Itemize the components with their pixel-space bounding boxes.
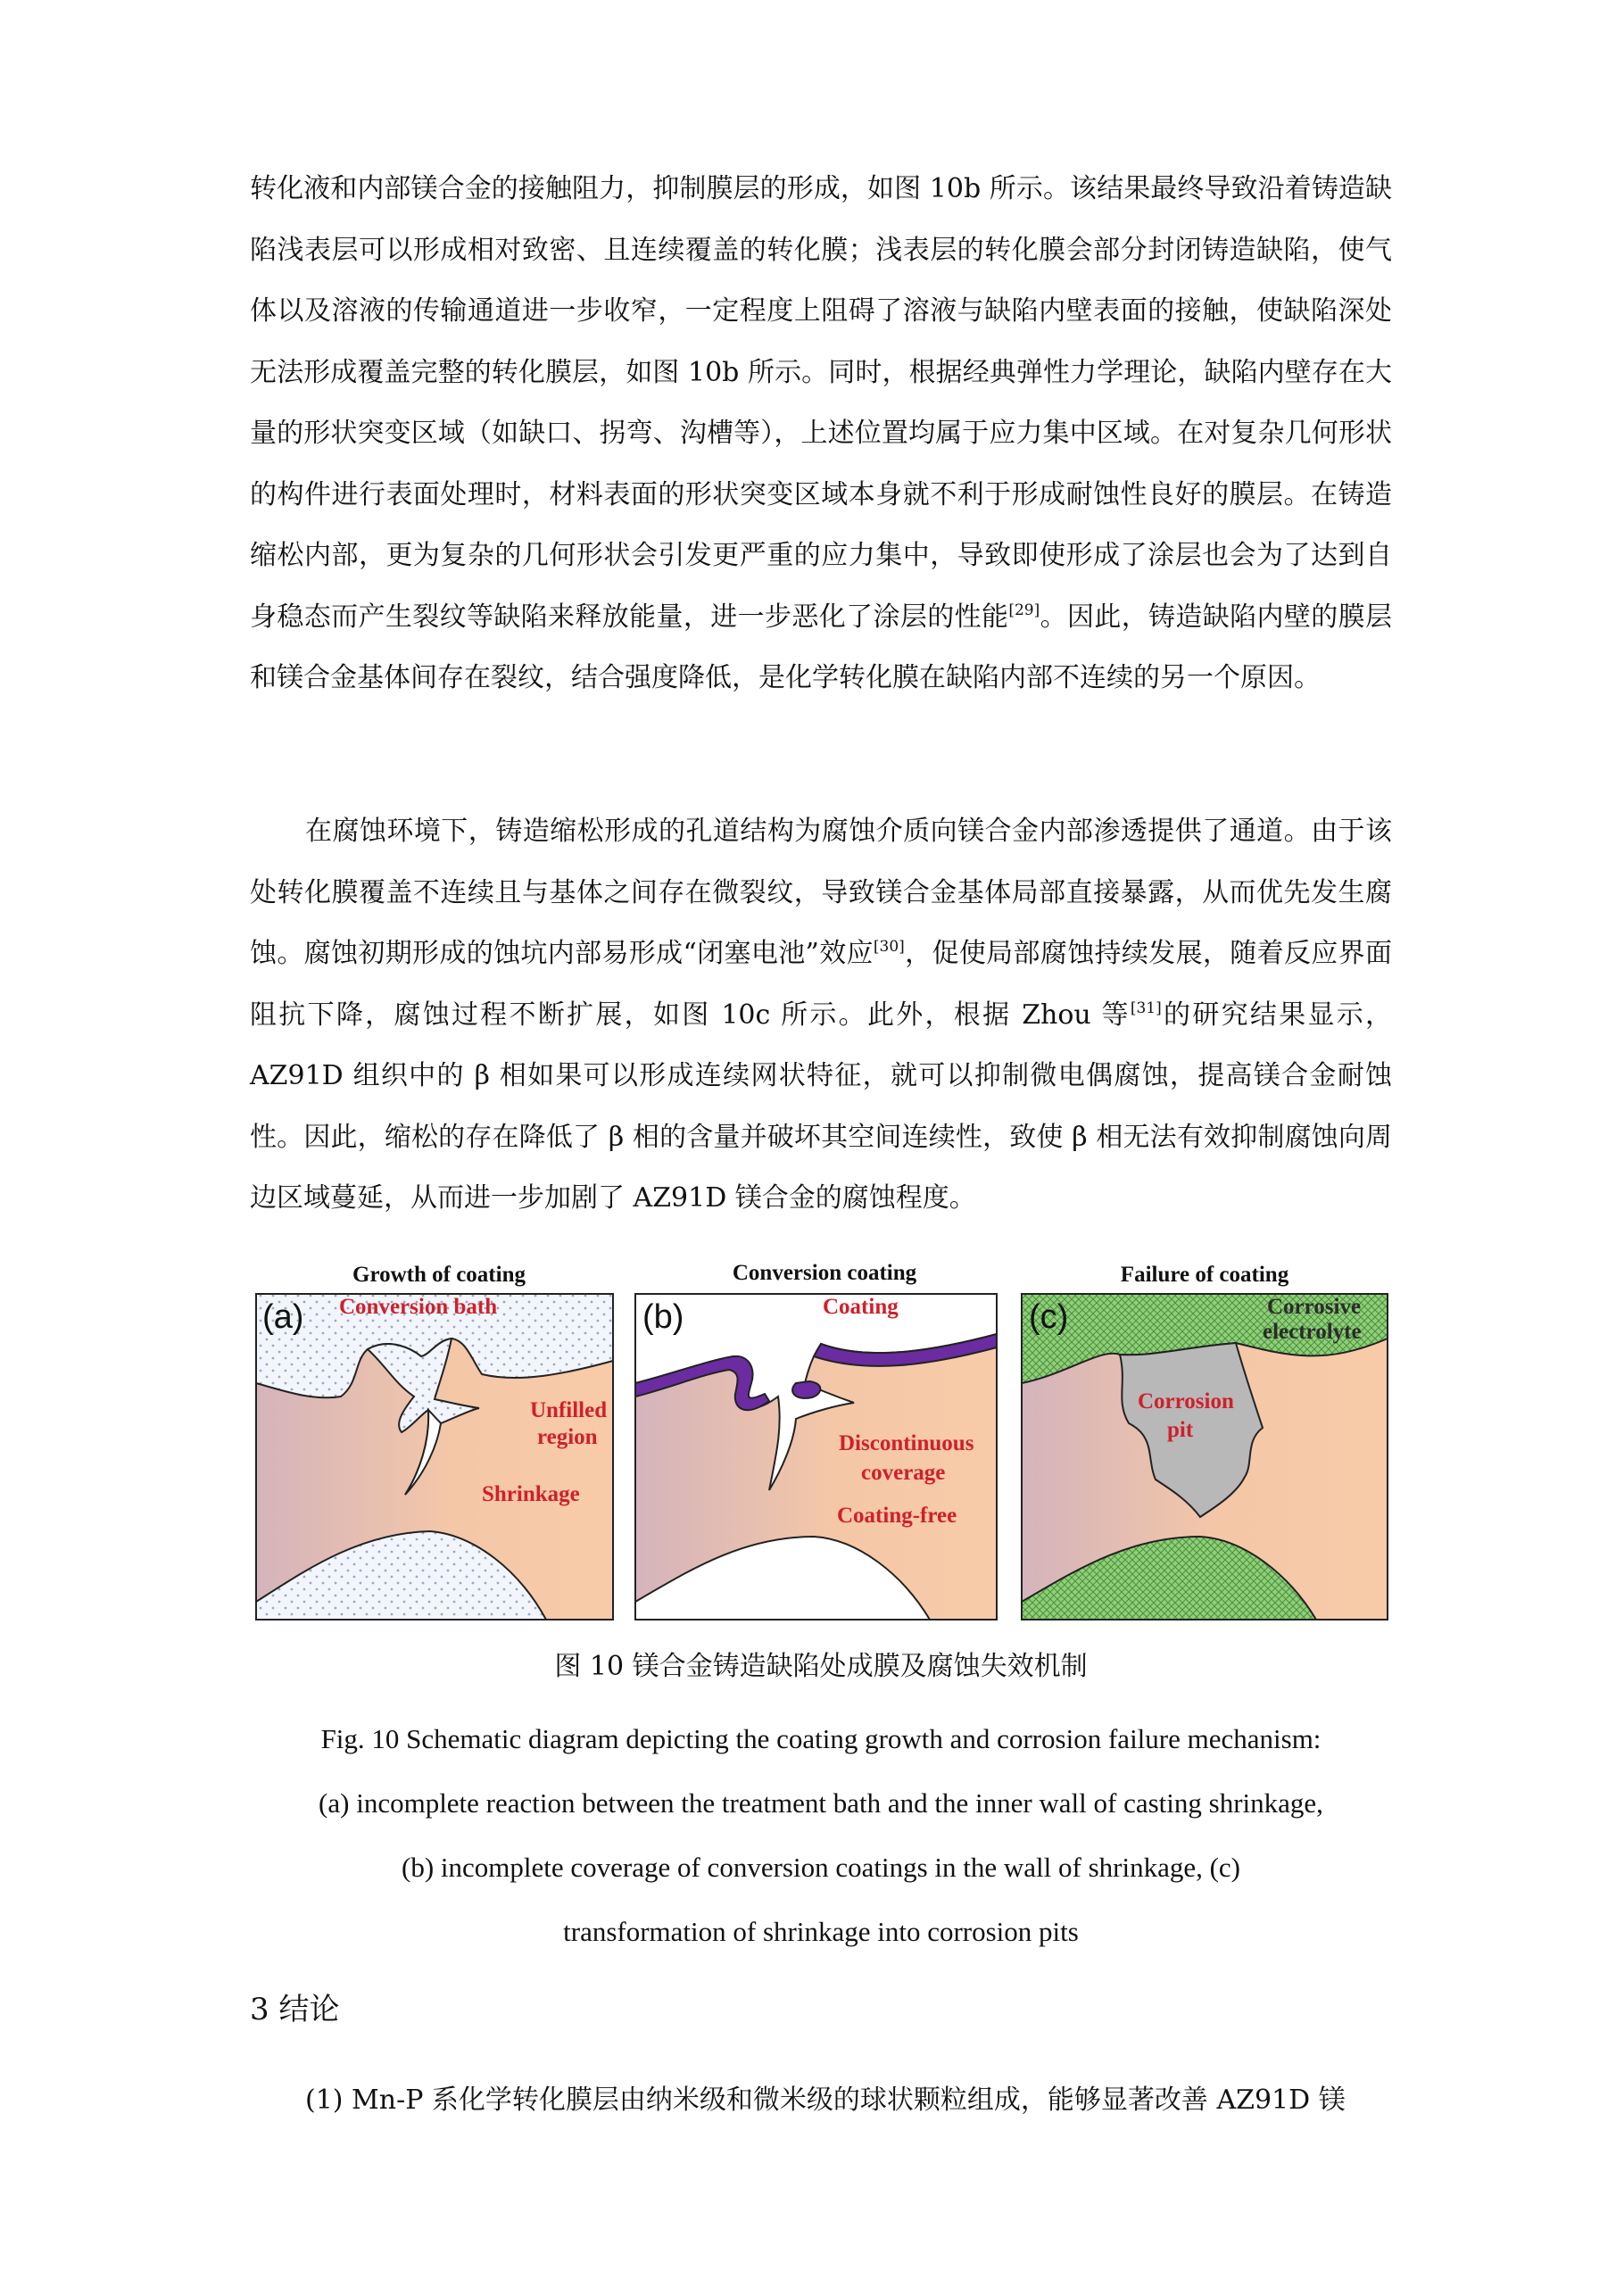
paragraph-text: 转化液和内部镁合金的接触阻力，抑制膜层的形成，如图 10b 所示。该结果最终导致沿着铸造缺陷浅表层可以形成相对致密、且连续覆盖的转化膜；浅表层的转化膜会部分封闭铸造缺陷，使气体以及溶液的传输通道进一步收窄，一定程度上阻碍了溶液与缺陷内壁表面的接触，使缺陷深处无法形成覆盖完整的转化膜层，如图 10b 所示。同时，根据经典弹性力学理论，缺陷内壁存在大量的形状突变区域（如缺口、拐弯、沟槽等），上述位置均属于应力集中区域。在对复杂几何形状的构件进行表面处理时，材料表面的形状突变区域本身就不利于形成耐蚀性良好的膜层。在铸造缩松内部，更为复杂的几何形状会引发更严重的应力集中，导致即使形成了涂层也会为了达到自身稳态而产生裂纹等缺陷来释放能量，进一步恶化了涂层的性能 bbox=[250, 173, 1392, 633]
caption-line: (a) incomplete reaction between the treatment bath and the inner wall of casting shrinkage, bbox=[319, 1787, 1323, 1819]
label-conversion-bath: Conversion bath bbox=[339, 1295, 498, 1319]
citation-ref[interactable]: [30] bbox=[873, 938, 905, 956]
section-heading: 3 结论 bbox=[250, 1992, 340, 2027]
label-pit: pit bbox=[1167, 1418, 1194, 1442]
citation-ref[interactable]: [31] bbox=[1130, 999, 1162, 1017]
body-paragraph bbox=[250, 159, 1392, 709]
panel-c-tag: (c) bbox=[1029, 1298, 1069, 1336]
label-corrosion: Corrosion bbox=[1138, 1389, 1234, 1413]
paragraph-text: 的研究结果显示，AZ91D 组织中的 β 相如果可以形成连续网状特征，就可以抑制微电偶腐蚀，提高镁合金耐蚀性。因此，缩松的存在降低了 β 相的含量并破坏其空间连续性，致使 β 相无法有效抑制腐蚀向周边区域蔓延，从而进一步加剧了 AZ91D 镁合金的腐蚀程度。 bbox=[250, 999, 1393, 1214]
label-shrinkage: Shrinkage bbox=[482, 1482, 580, 1506]
paragraph-text: ，促使局部腐蚀持续发展，随着反应界面阻抗下降，腐蚀过程不断扩展，如图 10c 所示。此外，根据 Zhou 等 bbox=[250, 938, 1392, 1031]
citation-ref[interactable]: [29] bbox=[1008, 601, 1040, 619]
caption-line: transformation of shrinkage into corrosion pits bbox=[563, 1916, 1079, 1947]
label-electrolyte: electrolyte bbox=[1263, 1320, 1362, 1344]
label-corrosive: Corrosive bbox=[1267, 1295, 1362, 1319]
label-coating: Coating bbox=[823, 1295, 899, 1319]
panel-b-title: Conversion coating bbox=[732, 1261, 917, 1285]
label-unfilled: Unfilled bbox=[530, 1398, 608, 1422]
label-region: region bbox=[537, 1425, 598, 1449]
caption-line: (b) incomplete coverage of conversion coatings in the wall of shrinkage, (c) bbox=[402, 1852, 1240, 1883]
paragraph-text: 。因此，铸造缺陷内壁的膜层和镁合金基体间存在裂纹，结合强度降低，是化学转化膜在缺陷内部不连续的另一个原因。 bbox=[250, 601, 1393, 693]
paragraph-text: 在腐蚀环境下，铸造缩松形成的孔道结构为腐蚀介质向镁合金内部渗透提供了通道。由于该处转化膜覆盖不连续且与基体之间存在微裂纹，导致镁合金基体局部直接暴露，从而优先发生腐蚀。腐蚀初期形成的蚀坑内部易形成“闭塞电池”效应 bbox=[250, 816, 1392, 969]
panel-a-tag: (a) bbox=[262, 1298, 304, 1336]
figure-caption-english bbox=[294, 1707, 1347, 1964]
panel-c-title: Failure of coating bbox=[1120, 1263, 1289, 1287]
figure-10 bbox=[252, 1249, 1390, 1624]
label-coverage: coverage bbox=[861, 1461, 946, 1485]
panel-a bbox=[256, 1263, 613, 1620]
panel-b-tag: (b) bbox=[642, 1298, 684, 1336]
figure-caption-chinese: 图 10 镁合金铸造缺陷处成膜及腐蚀失效机制 bbox=[554, 1651, 1088, 1682]
coating-fragment bbox=[792, 1381, 820, 1398]
panel-c bbox=[1022, 1263, 1388, 1620]
label-discontinuous: Discontinuous bbox=[839, 1431, 974, 1455]
panel-b bbox=[635, 1261, 997, 1620]
body-paragraph: (1) Mn-P 系化学转化膜层由纳米级和微米级的球状颗粒组成，能够显著改善 AZ91D 镁 bbox=[305, 2085, 1346, 2116]
caption-line: Fig. 10 Schematic diagram depicting the coating growth and corrosion failure mechanism: bbox=[320, 1723, 1322, 1754]
figure-schematic bbox=[252, 1249, 1390, 1624]
label-coating-free: Coating-free bbox=[837, 1504, 957, 1528]
panel-a-title: Growth of coating bbox=[352, 1263, 526, 1287]
body-paragraph bbox=[250, 801, 1392, 1230]
